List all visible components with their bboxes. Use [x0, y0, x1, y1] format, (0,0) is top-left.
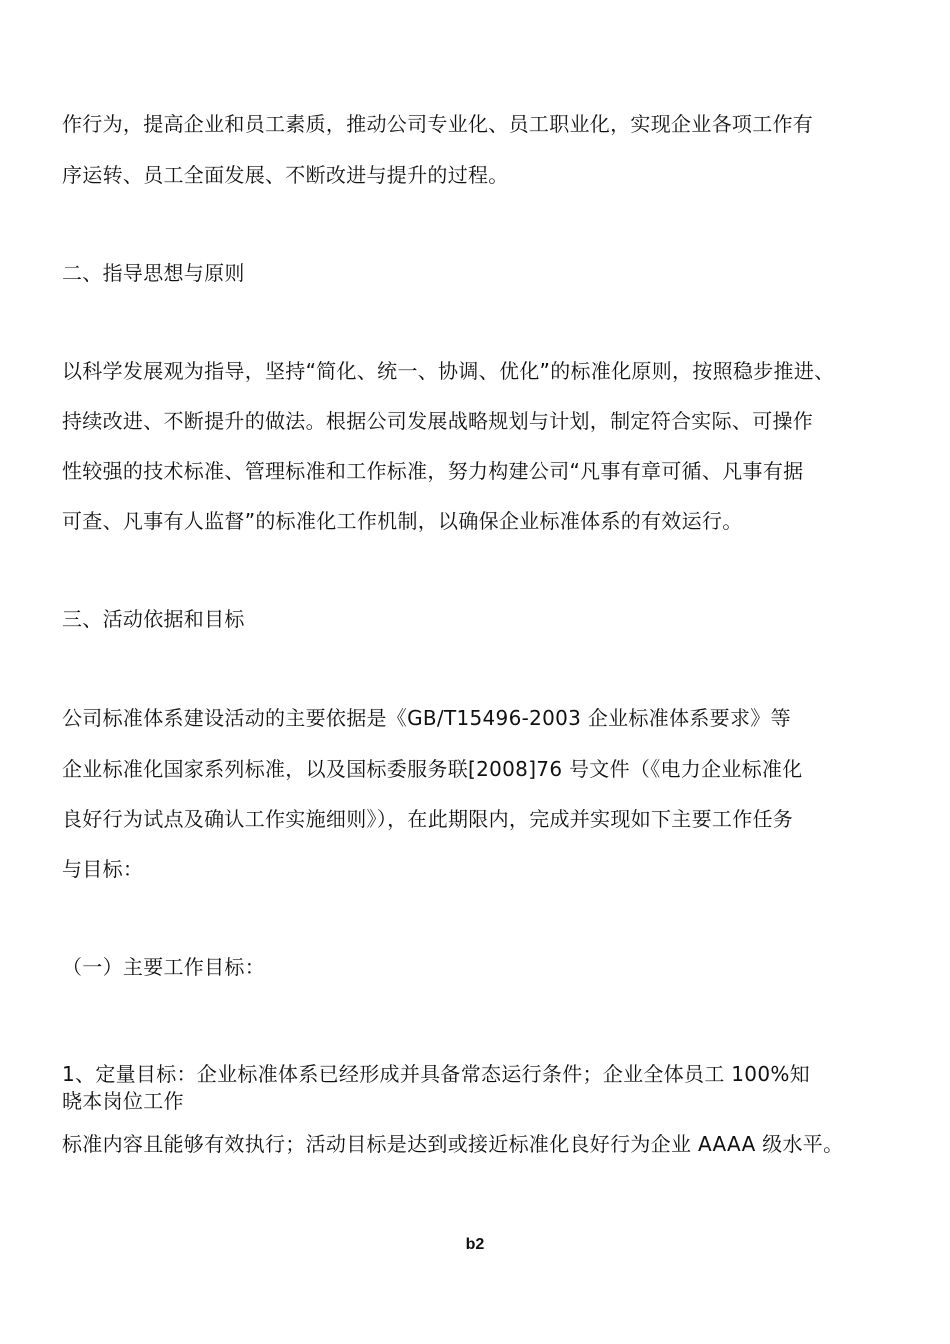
paragraph-2-line-3: 性较强的技术标准、管理标准和工作标准，努力构建公司“凡事有章可循、凡事有据	[62, 459, 804, 483]
paragraph-3-line-3: 良好行为试点及确认工作实施细则》），在此期限内，完成并实现如下主要工作任务	[62, 807, 794, 831]
paragraph-3-line-2: 企业标准化国家系列标准，以及国标委服务联[2008]76 号文件（《电力企业标准化	[62, 757, 803, 781]
section-heading-2: 二、指导思想与原则	[62, 261, 245, 285]
paragraph-3-line-1: 公司标准体系建设活动的主要依据是《GB/T15496-2003 企业标准体系要求》等	[62, 706, 791, 730]
paragraph-1-line-2: 序运转、员工全面发展、不断改进与提升的过程。	[62, 163, 509, 187]
paragraph-4-line-1: 1、定量目标：企业标准体系已经形成并具备常态运行条件；企业全体员工 100%知	[62, 1062, 810, 1086]
paragraph-2-line-4: 可查、凡事有人监督”的标准化工作机制，以确保企业标准体系的有效运行。	[62, 509, 743, 533]
paragraph-2-line-2: 持续改进、不断提升的做法。根据公司发展战略规划与计划，制定符合实际、可操作	[62, 409, 814, 433]
paragraph-3-line-4: 与目标：	[62, 857, 144, 881]
subsection-heading-1: （一）主要工作目标：	[62, 955, 265, 979]
section-heading-3: 三、活动依据和目标	[62, 607, 245, 631]
page-number: b2	[465, 1236, 485, 1253]
paragraph-1-line-1: 作行为，提高企业和员工素质，推动公司专业化、员工职业化，实现企业各项工作有	[62, 112, 814, 136]
paragraph-4-line-3: 标准内容且能够有效执行；活动目标是达到或接近标准化良好行为企业 AAAA 级水平。	[62, 1132, 844, 1156]
paragraph-4-line-2: 晓本岗位工作	[62, 1089, 184, 1113]
paragraph-2-line-1: 以科学发展观为指导，坚持“简化、统一、协调、优化”的标准化原则，按照稳步推进、	[62, 359, 835, 383]
